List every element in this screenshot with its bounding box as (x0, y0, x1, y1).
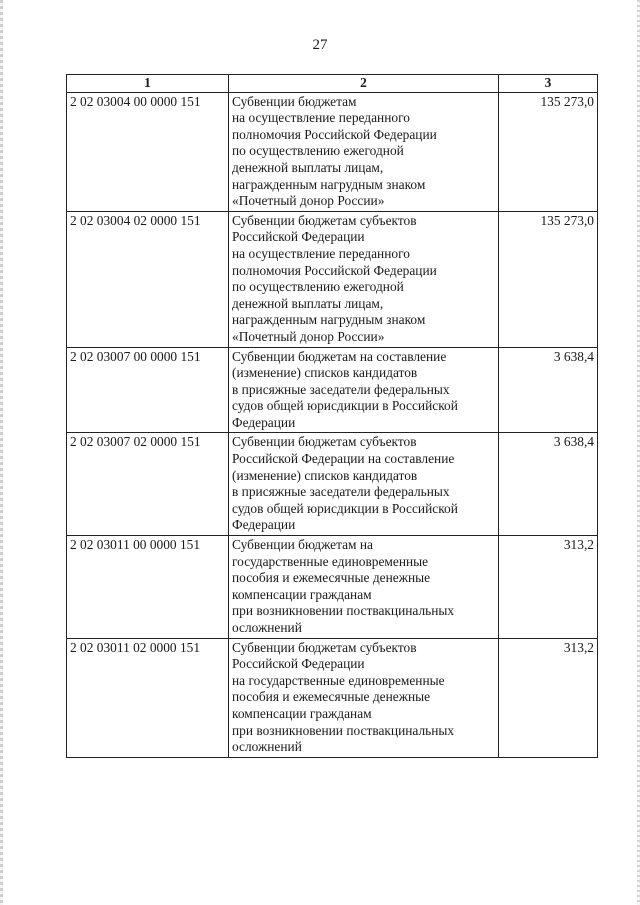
description-line: пособия и ежемесячные денежные (232, 689, 431, 705)
description-line: компенсации гражданам (232, 705, 372, 721)
description-line: государственные единовременные (232, 553, 429, 569)
description-line: «Почетный донор России» (232, 193, 385, 209)
description-line: пособия и ежемесячные денежные (232, 570, 431, 586)
description-line: Субвенции бюджетам субъектов (232, 434, 417, 450)
budget-code-cell: 2 02 03004 02 0000 151 (67, 211, 229, 347)
description-line: судов общей юрисдикции в Российской (232, 500, 458, 516)
scan-edge-left (0, 0, 3, 905)
description-line: денежной выплаты лицам, (232, 159, 384, 175)
description-cell (229, 638, 499, 757)
description-line: на осуществление переданного (232, 110, 410, 126)
amount-cell: 135 273,0 (499, 211, 598, 347)
description-cell (229, 536, 499, 639)
description-line: на государственные единовременные (232, 672, 445, 688)
description-line: на осуществление переданного (232, 245, 410, 261)
description-line: (изменение) списков кандидатов (232, 467, 418, 483)
description-line: Субвенции бюджетам на (232, 537, 373, 553)
page-number: 27 (312, 37, 328, 53)
budget-code-cell: 2 02 03011 02 0000 151 (67, 638, 229, 757)
description-line: награжденным нагрудным знаком (232, 312, 426, 328)
table-body (67, 92, 598, 757)
budget-code-cell: 2 02 03004 00 0000 151 (67, 92, 229, 211)
description-line: компенсации гражданам (232, 586, 372, 602)
table-row (67, 536, 598, 639)
description-cell (229, 347, 499, 433)
description-line: Субвенции бюджетам субъектов (232, 639, 417, 655)
description-line: по осуществлению ежегодной (232, 143, 404, 159)
description-cell (229, 211, 499, 347)
description-line: осложнений (232, 620, 302, 635)
budget-table (66, 74, 598, 758)
table-header-row (67, 75, 598, 93)
description-line: осложнений (232, 739, 302, 755)
description-line: «Почетный донор России» (232, 328, 385, 344)
table-row (67, 92, 598, 211)
budget-code-cell: 2 02 03007 00 0000 151 (67, 347, 229, 433)
description-line: Российской Федерации (232, 229, 365, 245)
amount-cell: 313,2 (499, 638, 598, 757)
column-header-code: 1 (67, 75, 229, 93)
description-line: Российской Федерации (232, 656, 365, 672)
amount-cell: 3 638,4 (499, 347, 598, 433)
description-line: по осуществлению ежегодной (232, 279, 404, 295)
table-row (67, 347, 598, 433)
description-line: Федерации (232, 414, 296, 430)
description-line: судов общей юрисдикции в Российской (232, 398, 458, 414)
description-cell (229, 92, 499, 211)
budget-code-cell: 2 02 03011 00 0000 151 (67, 536, 229, 639)
column-header-description: 2 (229, 75, 499, 93)
amount-cell: 3 638,4 (499, 433, 598, 536)
description-line: при возникновении поствакцинальных (232, 722, 455, 738)
description-line: награжденным нагрудным знаком (232, 176, 426, 192)
description-line: денежной выплаты лицам, (232, 295, 384, 311)
description-cell (229, 433, 499, 536)
description-line: Российской Федерации на составление (232, 451, 455, 467)
description-line: Субвенции бюджетам на составление (232, 348, 447, 364)
table-row (67, 638, 598, 757)
table-row (67, 211, 598, 347)
description-line: полномочия Российской Федерации (232, 126, 437, 142)
amount-cell: 135 273,0 (499, 92, 598, 211)
column-header-amount: 3 (499, 75, 598, 93)
budget-code-cell: 2 02 03007 02 0000 151 (67, 433, 229, 536)
description-line: (изменение) списков кандидатов (232, 365, 418, 381)
description-line: Федерации (232, 517, 296, 533)
amount-cell: 313,2 (499, 536, 598, 639)
description-line: в присяжные заседатели федеральных (232, 484, 450, 500)
description-line: Субвенции бюджетам (232, 93, 357, 109)
table-row (67, 433, 598, 536)
description-line: в присяжные заседатели федеральных (232, 381, 450, 397)
description-line: полномочия Российской Федерации (232, 262, 437, 278)
description-line: при возникновении поствакцинальных (232, 603, 455, 619)
description-line: Субвенции бюджетам субъектов (232, 212, 417, 228)
